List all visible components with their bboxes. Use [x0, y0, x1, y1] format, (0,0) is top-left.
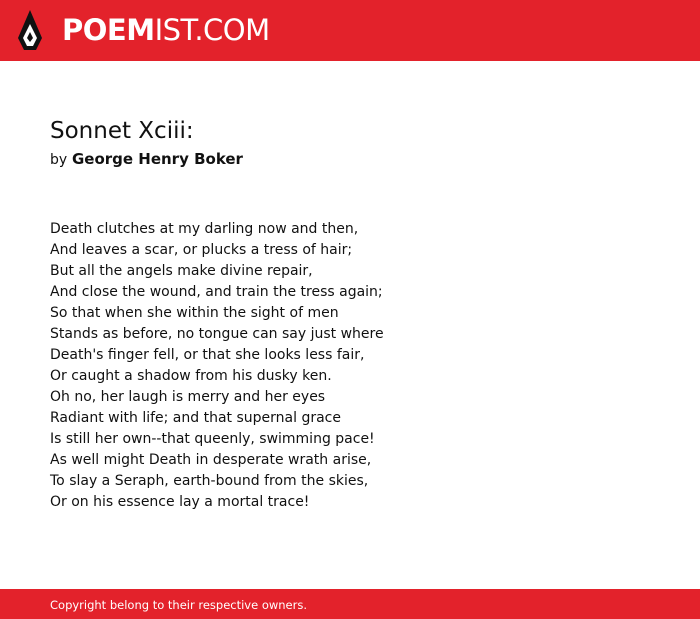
poem-line: Is still her own--that queenly, swimming pace! — [50, 431, 375, 447]
poem-line: And leaves a scar, or plucks a tress of hair; — [50, 242, 353, 258]
pencil-tip-logo-icon[interactable] — [18, 10, 42, 50]
site-footer — [0, 589, 700, 619]
poem-title: Sonnet Xciii: — [50, 118, 194, 144]
by-label: by — [50, 152, 68, 168]
poem-line: Death clutches at my darling now and then, — [50, 221, 359, 237]
poem-line: But all the angels make divine repair, — [50, 263, 313, 279]
byline — [50, 150, 243, 170]
brand-bold: POEM — [62, 13, 155, 47]
poem-line: Or on his essence lay a mortal trace! — [50, 494, 310, 510]
poem-line: To slay a Seraph, earth-bound from the skies, — [50, 473, 369, 489]
brand-light: IST.COM — [154, 13, 270, 47]
poem-body — [50, 219, 384, 513]
author-name: George Henry Boker — [71, 150, 243, 168]
poem-line: Death's finger fell, or that she looks less fair, — [50, 347, 365, 363]
copyright-text: Copyright belong to their respective owners. — [50, 598, 308, 612]
poem-line: And close the wound, and train the tress again; — [50, 284, 383, 300]
poem-line: Or caught a shadow from his dusky ken. — [50, 368, 332, 384]
site-header — [0, 0, 700, 61]
poem-line: Stands as before, no tongue can say just where — [50, 326, 384, 342]
site-logo-text[interactable] — [62, 13, 270, 47]
poem-line: So that when she within the sight of men — [50, 305, 339, 321]
poem-line: Radiant with life; and that supernal grace — [50, 410, 341, 426]
poem-line: As well might Death in desperate wrath arise, — [50, 452, 372, 468]
poem-line: Oh no, her laugh is merry and her eyes — [50, 389, 326, 405]
